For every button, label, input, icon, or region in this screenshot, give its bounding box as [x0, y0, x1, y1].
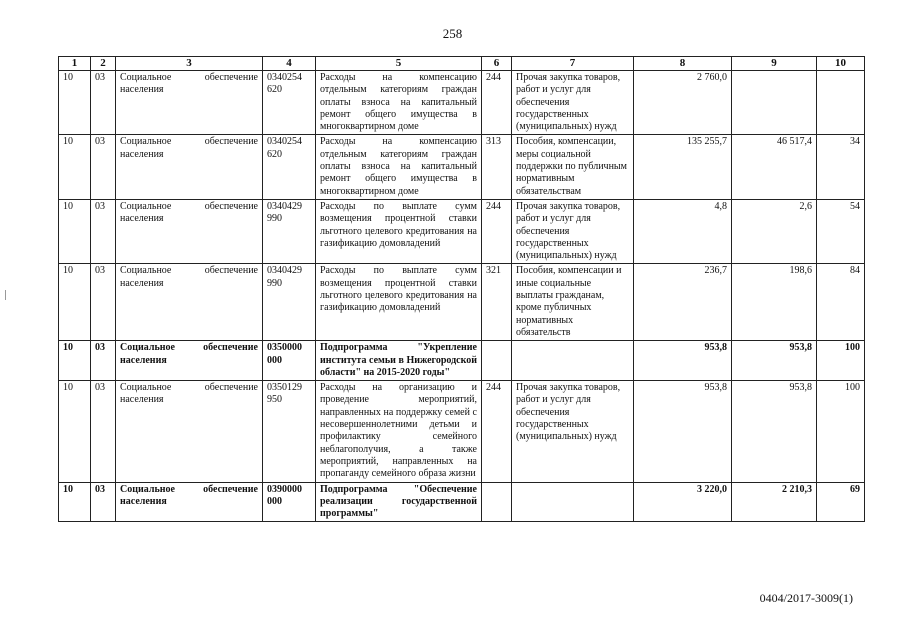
cell-expense-name: Прочая закупка товаров, работ и услуг для обеспечения государственных (муниципальных) нужд [512, 199, 634, 263]
cell-target-code: 0340254 620 [263, 135, 316, 199]
cell-section: 10 [59, 341, 91, 381]
cell-expense-type: 244 [482, 199, 512, 263]
cell-expense-type [482, 341, 512, 381]
cell-value-8: 2 760,0 [634, 71, 732, 135]
cell-value-8: 135 255,7 [634, 135, 732, 199]
col-header-9: 9 [732, 57, 817, 71]
col-header-8: 8 [634, 57, 732, 71]
cell-subsection: 03 [91, 341, 116, 381]
page-number: 258 [442, 26, 463, 41]
cell-value-9: 2 210,3 [732, 482, 817, 522]
cell-section-name: Социальное обеспечение населения [116, 71, 263, 135]
cell-section-name: Социальное обеспечение населения [116, 341, 263, 381]
cell-section: 10 [59, 71, 91, 135]
cell-value-10: 69 [817, 482, 865, 522]
cell-target-code: 0340429 990 [263, 199, 316, 263]
scan-margin-mark [5, 290, 6, 300]
cell-subsection: 03 [91, 71, 116, 135]
cell-target-name: Подпрограмма "Обеспечение реализации государственной программы" [316, 482, 482, 522]
col-header-4: 4 [263, 57, 316, 71]
cell-expense-type [482, 482, 512, 522]
cell-section: 10 [59, 482, 91, 522]
col-header-5: 5 [316, 57, 482, 71]
cell-expense-name: Пособия, компенсации и иные социальные выплаты гражданам, кроме публичных нормативных обязательств [512, 264, 634, 341]
table-row [59, 482, 865, 522]
cell-expense-name: Прочая закупка товаров, работ и услуг для обеспечения государственных (муниципальных) нужд [512, 71, 634, 135]
document-code: 0404/2017-3009(1) [759, 591, 853, 605]
cell-section: 10 [59, 135, 91, 199]
cell-subsection: 03 [91, 199, 116, 263]
cell-section-name: Социальное обеспечение населения [116, 264, 263, 341]
table-row [59, 135, 865, 199]
cell-value-10: 54 [817, 199, 865, 263]
col-header-6: 6 [482, 57, 512, 71]
cell-section: 10 [59, 381, 91, 482]
cell-value-9 [732, 71, 817, 135]
table-row [59, 71, 865, 135]
cell-value-8: 4,8 [634, 199, 732, 263]
cell-subsection: 03 [91, 482, 116, 522]
cell-value-8: 953,8 [634, 381, 732, 482]
cell-value-8: 3 220,0 [634, 482, 732, 522]
cell-section-name: Социальное обеспечение населения [116, 482, 263, 522]
cell-value-10: 84 [817, 264, 865, 341]
cell-value-9: 2,6 [732, 199, 817, 263]
cell-value-8: 953,8 [634, 341, 732, 381]
cell-section-name: Социальное обеспечение населения [116, 199, 263, 263]
col-header-10: 10 [817, 57, 865, 71]
cell-value-10: 34 [817, 135, 865, 199]
cell-value-10: 100 [817, 381, 865, 482]
cell-expense-type: 244 [482, 71, 512, 135]
table-row [59, 341, 865, 381]
cell-expense-name [512, 341, 634, 381]
cell-expense-name: Прочая закупка товаров, работ и услуг для обеспечения государственных (муниципальных) нужд [512, 381, 634, 482]
cell-subsection: 03 [91, 135, 116, 199]
cell-section-name: Социальное обеспечение населения [116, 381, 263, 482]
cell-subsection: 03 [91, 264, 116, 341]
col-header-1: 1 [59, 57, 91, 71]
cell-target-name: Расходы на организацию и проведение мероприятий, направленных на поддержку семей с несовершеннолетними детьми и профилактику семейного неблагополучия, а также мероприятий, направленных на пропаганду семейного образа жизни [316, 381, 482, 482]
cell-target-code: 0340429 990 [263, 264, 316, 341]
cell-target-code: 0350129 950 [263, 381, 316, 482]
cell-expense-type: 313 [482, 135, 512, 199]
cell-subsection: 03 [91, 381, 116, 482]
table-row [59, 381, 865, 482]
col-header-3: 3 [116, 57, 263, 71]
cell-target-code: 0340254 620 [263, 71, 316, 135]
cell-value-9: 953,8 [732, 381, 817, 482]
cell-target-name: Расходы по выплате сумм возмещения процентной ставки льготного целевого кредитования на газификацию домовладений [316, 264, 482, 341]
cell-target-name: Расходы по выплате сумм возмещения процентной ставки льготного целевого кредитования на газификацию домовладений [316, 199, 482, 263]
header-row [59, 57, 865, 71]
budget-table [58, 56, 865, 522]
cell-value-10 [817, 71, 865, 135]
col-header-7: 7 [512, 57, 634, 71]
cell-section: 10 [59, 264, 91, 341]
cell-value-8: 236,7 [634, 264, 732, 341]
cell-value-9: 198,6 [732, 264, 817, 341]
cell-expense-name: Пособия, компенсации, меры социальной поддержки по публичным нормативным обязательствам [512, 135, 634, 199]
cell-target-code: 0390000 000 [263, 482, 316, 522]
cell-value-9: 46 517,4 [732, 135, 817, 199]
cell-expense-name [512, 482, 634, 522]
cell-target-name: Расходы на компенсацию отдельным категориям граждан оплаты взноса на капитальный ремонт общего имущества в многоквартирном доме [316, 135, 482, 199]
cell-section-name: Социальное обеспечение населения [116, 135, 263, 199]
cell-expense-type: 321 [482, 264, 512, 341]
table-row [59, 199, 865, 263]
cell-value-9: 953,8 [732, 341, 817, 381]
cell-target-code: 0350000 000 [263, 341, 316, 381]
cell-target-name: Подпрограмма "Укрепление института семьи в Нижегородской области" на 2015-2020 годы" [316, 341, 482, 381]
cell-value-10: 100 [817, 341, 865, 381]
cell-expense-type: 244 [482, 381, 512, 482]
cell-target-name: Расходы на компенсацию отдельным категориям граждан оплаты взноса на капитальный ремонт общего имущества в многоквартирном доме [316, 71, 482, 135]
cell-section: 10 [59, 199, 91, 263]
table-row [59, 264, 865, 341]
col-header-2: 2 [91, 57, 116, 71]
